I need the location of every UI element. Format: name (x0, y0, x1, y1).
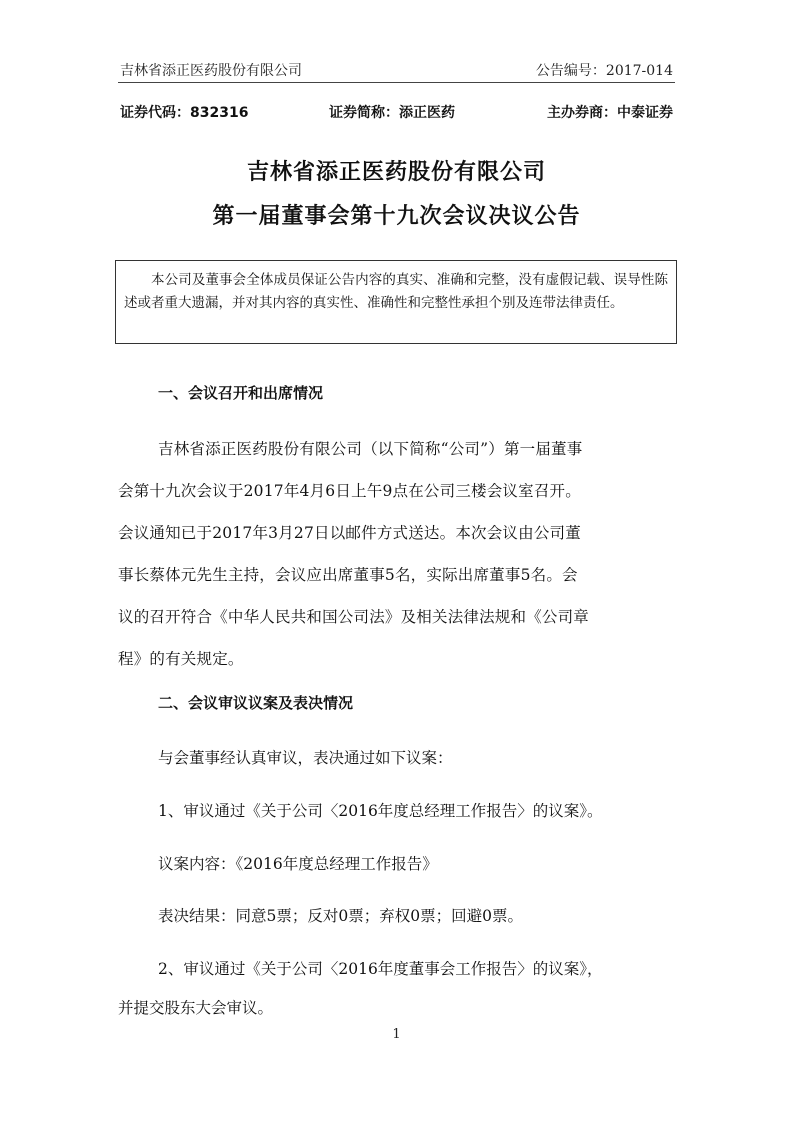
title-company: 吉林省添正医药股份有限公司 (246, 160, 546, 185)
title-announcement: 第一届董事会第十九次会议决议公告 (212, 204, 581, 229)
resolution-1-content: 议案内容：《2016年度总经理工作报告》 (158, 855, 438, 873)
section1-paragraph (118, 428, 677, 680)
disclaimer-box (115, 260, 677, 344)
header-company: 吉林省添正医药股份有限公司 (120, 63, 302, 79)
resolution-item-1: 1、审议通过《关于公司〈2016年度总经理工作报告〉的议案》。 (158, 802, 603, 820)
paragraph-line: 事长蔡体元先生主持，会议应出席董事5名，实际出席董事5名。会 (118, 566, 578, 584)
page-number: 1 (392, 1027, 401, 1042)
header-notice-number: 公告编号：2017-014 (535, 63, 673, 79)
sponsor-broker: 主办券商：中泰证券 (547, 105, 673, 121)
paragraph-line: 议的召开符合《中华人民共和国公司法》及相关法律法规和《公司章 (118, 608, 590, 626)
resolution-item-2: 2、审议通过《关于公司〈2016年度董事会工作报告〉的议案》， (158, 960, 603, 978)
stock-code: 证券代码：832316 (120, 105, 249, 121)
paragraph-line: 吉林省添正医药股份有限公司（以下简称“公司”）第一届董事 (158, 440, 583, 458)
disclaimer-text: 本公司及董事会全体成员保证公告内容的真实、准确和完整，没有虚假记载、误导性陈述或者重大遗漏，并对其内容的真实性、准确性和完整性承担个别及连带法律责任。 (124, 272, 668, 311)
page-header (118, 56, 675, 83)
section-heading-2: 二、会议审议议案及表决情况 (158, 694, 354, 712)
stock-abbreviation: 证券简称：添正医药 (329, 105, 455, 121)
resolution-item-2-continued: 并提交股东大会审议。 (118, 999, 274, 1017)
paragraph-line: 会第十九次会议于2017年4月6日上午9点在公司三楼会议室召开。 (118, 482, 581, 500)
review-intro: 与会董事经认真审议，表决通过如下议案： (158, 749, 453, 767)
resolution-1-vote-result: 表决结果：同意5票；反对0票；弃权0票；回避0票。 (158, 907, 523, 925)
section-heading-1: 一、会议召开和出席情况 (158, 384, 324, 402)
paragraph-line: 程》的有关规定。 (118, 650, 244, 668)
paragraph-line: 会议通知已于2017年3月27日以邮件方式送达。本次会议由公司董 (118, 524, 581, 542)
